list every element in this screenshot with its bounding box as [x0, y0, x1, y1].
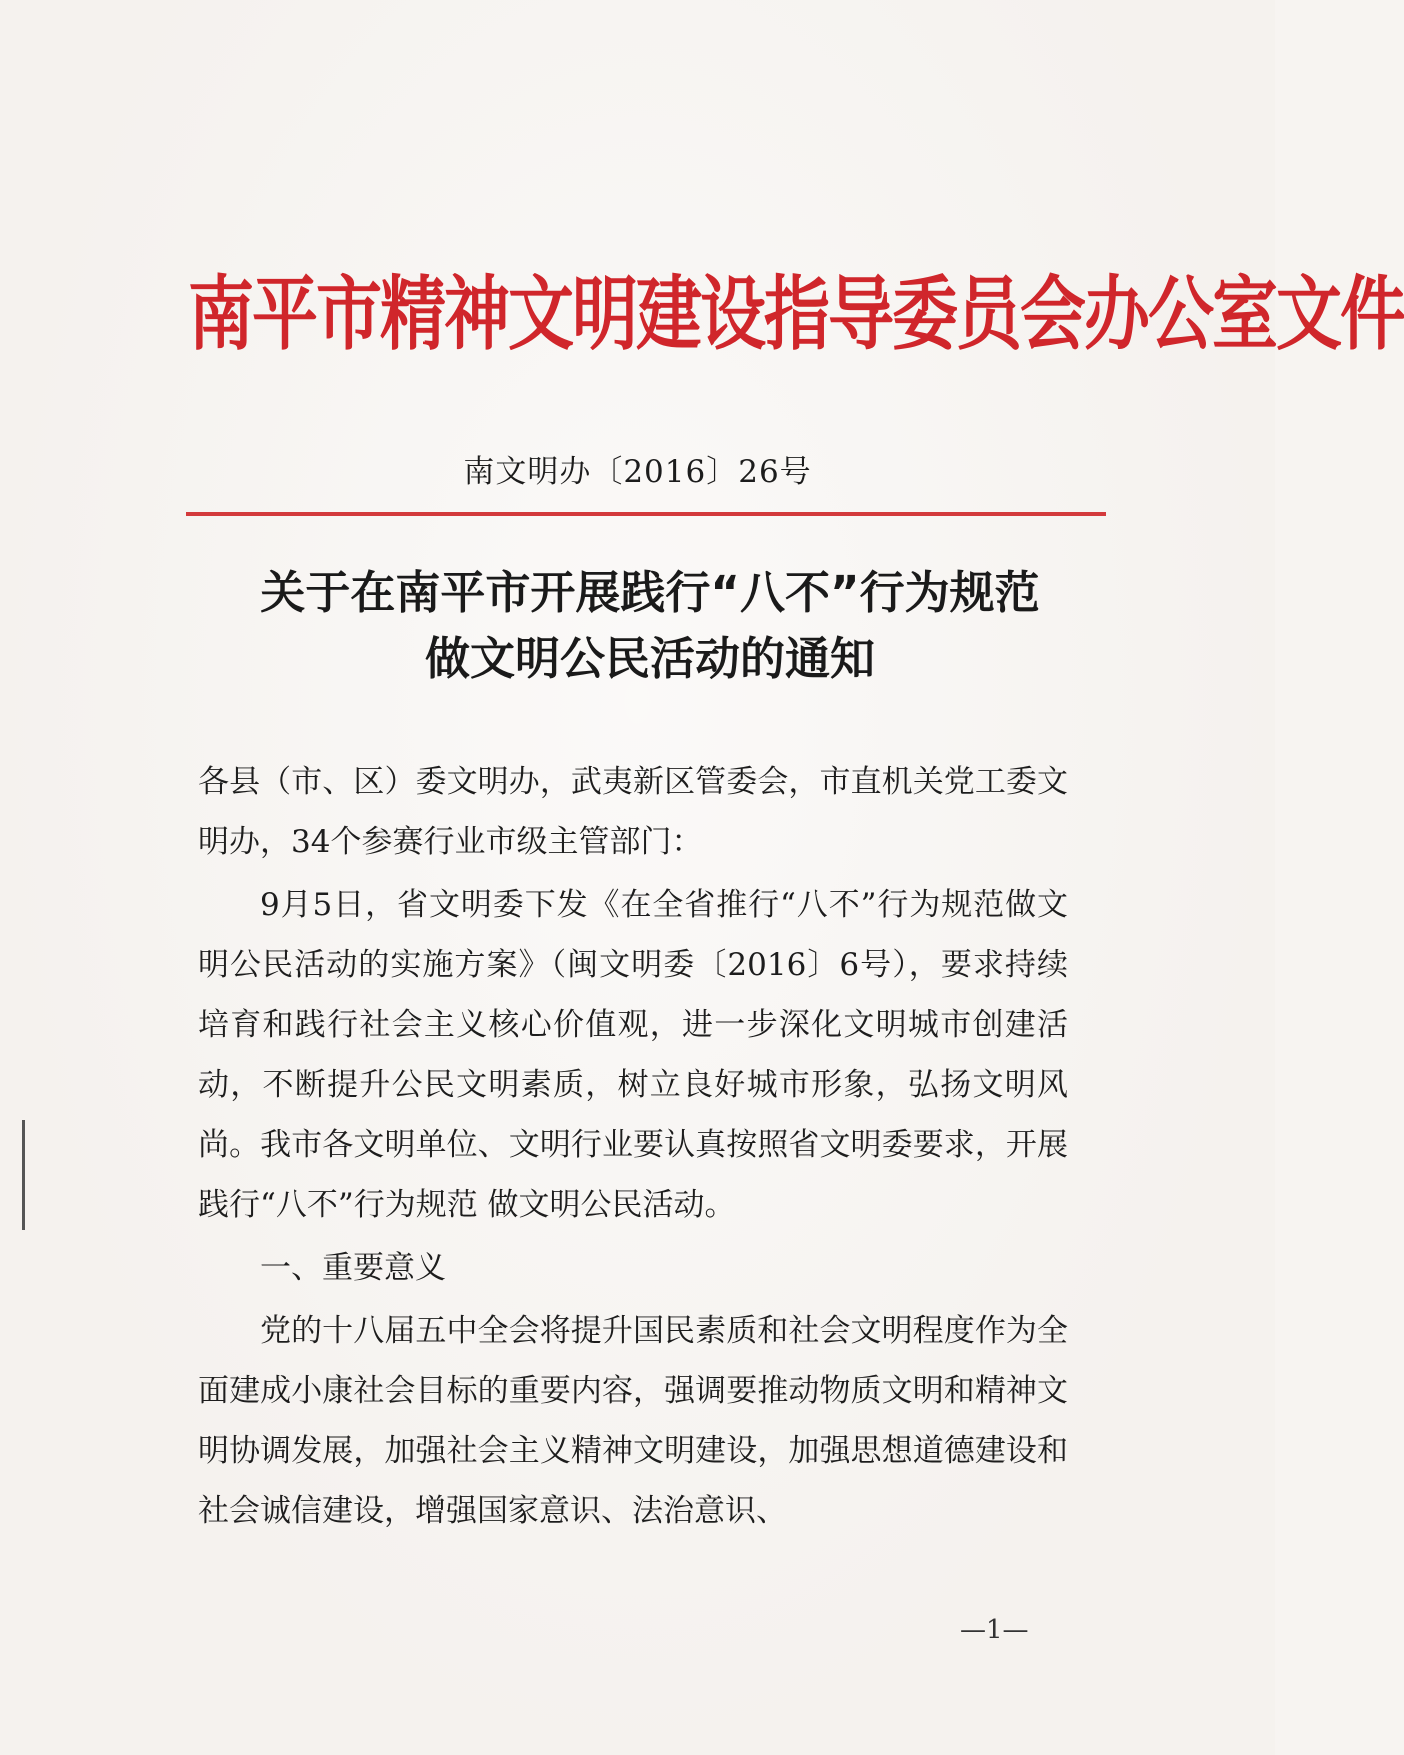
body-paragraph-1: 9月5日，省文明委下发《在全省推行“八不”行为规范做文明公民活动的实施方案》（闽文明委〔2016〕6号），要求持续培育和践行社会主义核心价值观，进一步深化文明城市创建活动，不断提升公民文明素质，树立良好城市形象，弘扬文明风尚。我市各文明单位、文明行业要认真按照省文明委要求，开展践行“八不”行为规范 做文明公民活动。: [198, 887, 1068, 1223]
red-divider-line: [186, 512, 1106, 516]
binding-mark: [22, 1120, 25, 1230]
notice-title: [150, 560, 1150, 692]
notice-title-line-2: 做文明公民活动的通知: [424, 632, 875, 685]
issuer-header-title: 南平市精神文明建设指导委员会办公室文件: [188, 267, 1404, 362]
addressee-line: 各县（市、区）委文明办，武夷新区管委会，市直机关党工委文明办，34个参赛行业市级主管部门：: [198, 764, 1068, 860]
body-paragraph-2: 党的十八届五中全会将提升国民素质和社会文明程度作为全面建成小康社会目标的重要内容，强调要推动物质文明和精神文明协调发展，加强社会主义精神文明建设，加强思想道德建设和社会诚信建设，增强国家意识、法治意识、: [198, 1313, 1068, 1529]
document-number: 南文明办〔2016〕26号: [463, 454, 812, 490]
section-heading-1: 一、重要意义: [260, 1250, 446, 1286]
notice-title-line-1: 关于在南平市开展践行“八不”行为规范: [260, 566, 1040, 619]
page-number: —1—: [960, 1615, 1029, 1645]
body-text: [198, 752, 1068, 1544]
